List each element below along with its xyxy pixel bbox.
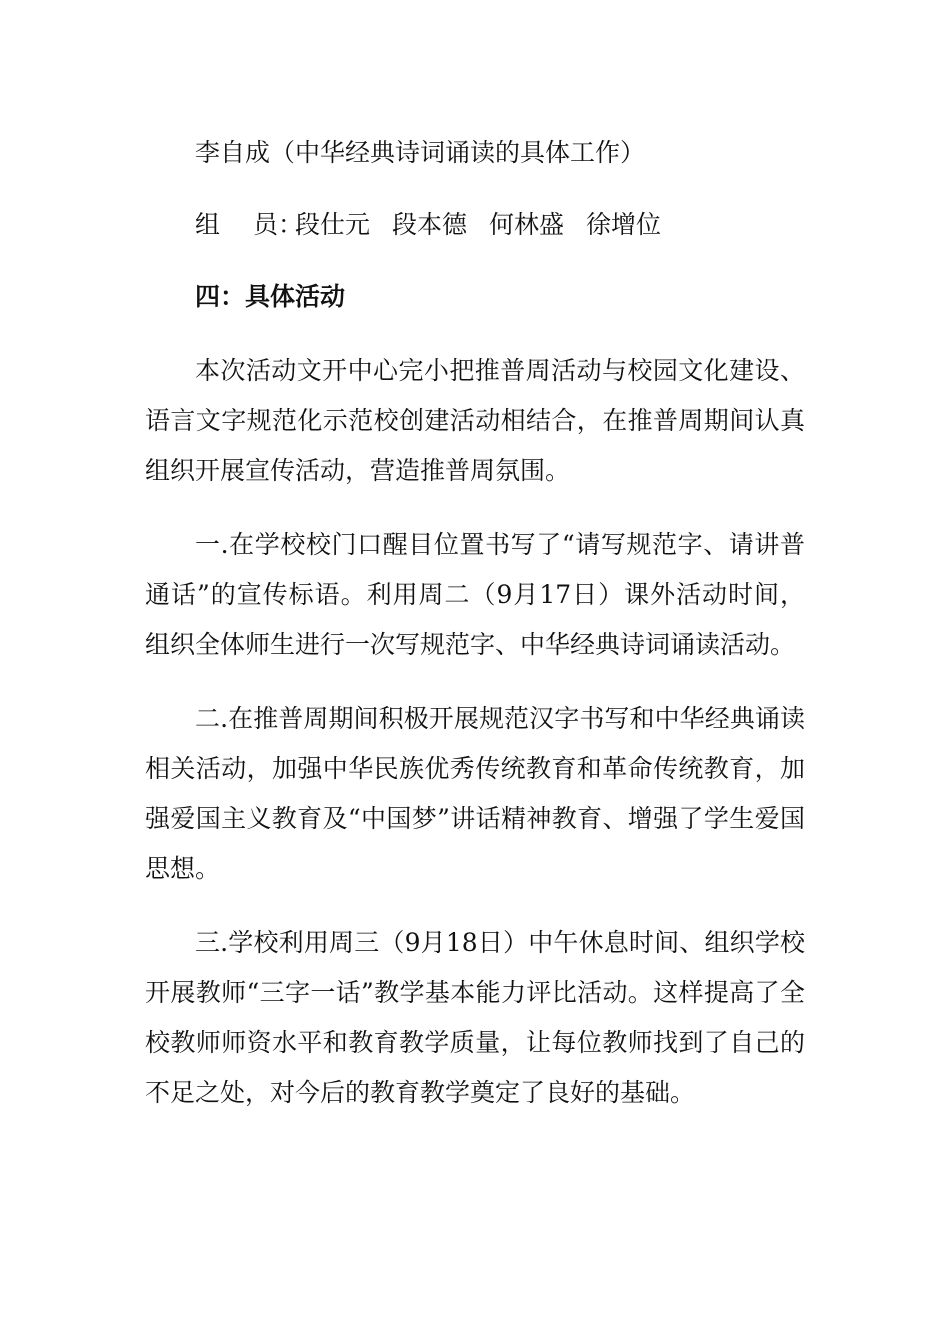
members-line [145, 200, 805, 250]
paragraph: 三.学校利用周三（9月18日）中午休息时间、组织学校开展教师“三字一话”教学基本能力评比活动。这样提高了全校教师师资水平和教育教学质量，让每位教师找到了自己的不足之处，对今后的教育教学奠定了良好的基础。 [145, 928, 805, 1107]
paragraph: 一.在学校校门口醒目位置书写了“请写规范字、请讲普通话”的宣传标语。利用周二（9月17日）课外活动时间，组织全体师生进行一次写规范字、中华经典诗词诵读活动。 [145, 530, 805, 659]
member-name: 徐增位 [586, 210, 662, 239]
member-name: 何林盛 [489, 210, 565, 239]
member-name: 段本德 [392, 210, 468, 239]
section-heading: 四：具体活动 [195, 282, 346, 311]
responsibility-line: 李自成（中华经典诗词诵读的具体工作） [195, 138, 646, 167]
paragraph: 二.在推普周期间积极开展规范汉字书写和中华经典诵读相关活动，加强中华民族优秀传统教育和革命传统教育，加强爱国主义教育及“中国梦”讲话精神教育、增强了学生爱国思想。 [145, 704, 805, 883]
document-page [145, 128, 805, 1118]
paragraph: 本次活动文开中心完小把推普周活动与校园文化建设、语言文字规范化示范校创建活动相结合，在推普周期间认真组织开展宣传活动，营造推普周氛围。 [145, 356, 805, 485]
member-name: 段仕元 [295, 210, 371, 239]
members-label: 组 员： [195, 210, 303, 239]
